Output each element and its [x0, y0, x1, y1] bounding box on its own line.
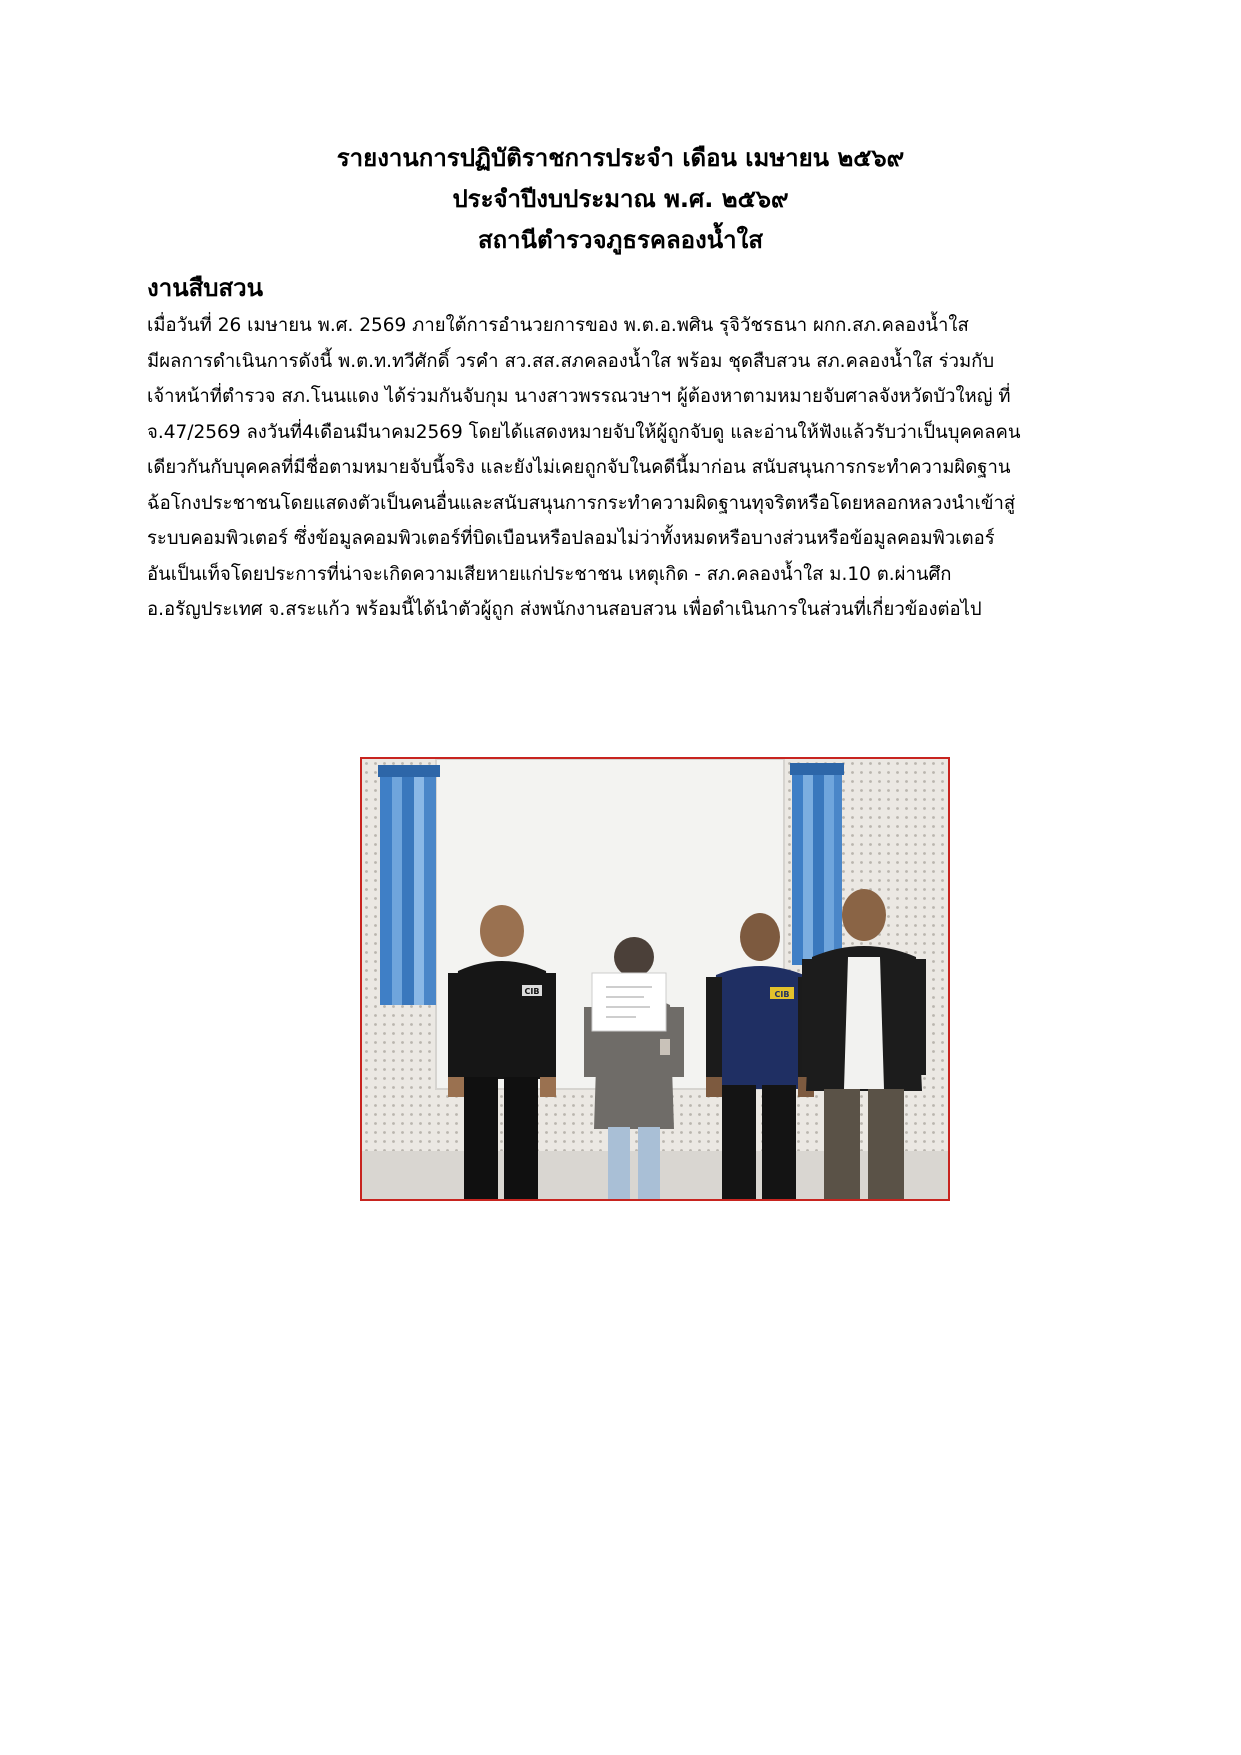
body-line: ระบบคอมพิวเตอร์ ซึ่งข้อมูลคอมพิวเตอร์ที่บิดเบือนหรือปลอมไม่ว่าทั้งหมดหรือบางส่วนหรือข้อมูลคอมพิวเตอร์ — [147, 528, 995, 549]
section-heading: งานสืบสวน — [147, 274, 264, 302]
cib-badge-left: CIB — [524, 987, 540, 996]
arrest-photo — [360, 757, 950, 1201]
arrest-photo-illustration — [362, 759, 948, 1199]
report-body — [147, 308, 1127, 628]
body-line: ฉ้อโกงประชาชนโดยแสดงตัวเป็นคนอื่นและสนับสนุนการกระทำความผิดฐานทุจริตหรือโดยหลอกหลวงนำเข้าสู่ — [147, 492, 1016, 514]
cib-badge-right: CIB — [774, 990, 790, 999]
report-title-line-2: ประจำปีงบประมาณ พ.ศ. ๒๕๖๙ — [452, 185, 789, 213]
body-line: จ.47/2569 ลงวันที่4เดือนมีนาคม2569 โดยได้แสดงหมายจับให้ผู้ถูกจับดู และอ่านให้ฟังแล้วรับว่าเป็นบุคคลคน — [147, 421, 1021, 443]
body-line: เดียวกันกับบุคคลที่มีชื่อตามหมายจับนี้จริง และยังไม่เคยถูกจับในคดีนี้มาก่อน สนับสนุนการกระทำความผิดฐาน — [147, 457, 1011, 478]
body-line: เมื่อวันที่ 26 เมษายน พ.ศ. 2569 ภายใต้การอำนวยการของ พ.ต.อ.พศิน รุจิวัชรธนา ผกก.สภ.คลองน้ำใส — [147, 315, 969, 336]
report-title — [0, 138, 1241, 261]
right-curtain — [790, 763, 844, 965]
body-line: อันเป็นเท็จโดยประการที่น่าจะเกิดความเสียหายแก่ประชาชน เหตุเกิด - สภ.คลองน้ำใส ม.10 ต.ผ่านศึก — [147, 563, 952, 585]
body-line: อ.อรัญประเทศ จ.สระแก้ว พร้อมนี้ได้นำตัวผู้ถูก ส่งพนักงานสอบสวน เพื่อดำเนินการในส่วนที่เกี่ยวข้องต่อไป — [147, 599, 982, 620]
warrant-paper — [592, 973, 666, 1031]
report-title-line-1: รายงานการปฏิบัติราชการประจำ เดือน เมษายน ๒๕๖๙ — [336, 144, 905, 172]
body-line: เจ้าหน้าที่ตำรวจ สภ.โนนแดง ได้ร่วมกันจับกุม นางสาวพรรณวษาฯ ผู้ต้องหาตามหมายจับศาลจังหวัดบัวใหญ่ ที่ — [147, 386, 1011, 407]
report-title-line-3: สถานีตำรวจภูธรคลองน้ำใส — [477, 226, 764, 254]
left-curtain — [378, 765, 440, 1005]
body-line: มีผลการดำเนินการดังนี้ พ.ต.ท.ทวีศักดิ์ วรคำ สว.สส.สภคลองน้ำใส พร้อม ชุดสืบสวน สภ.คลองน้ำใส ร่วมกับ — [147, 350, 995, 372]
